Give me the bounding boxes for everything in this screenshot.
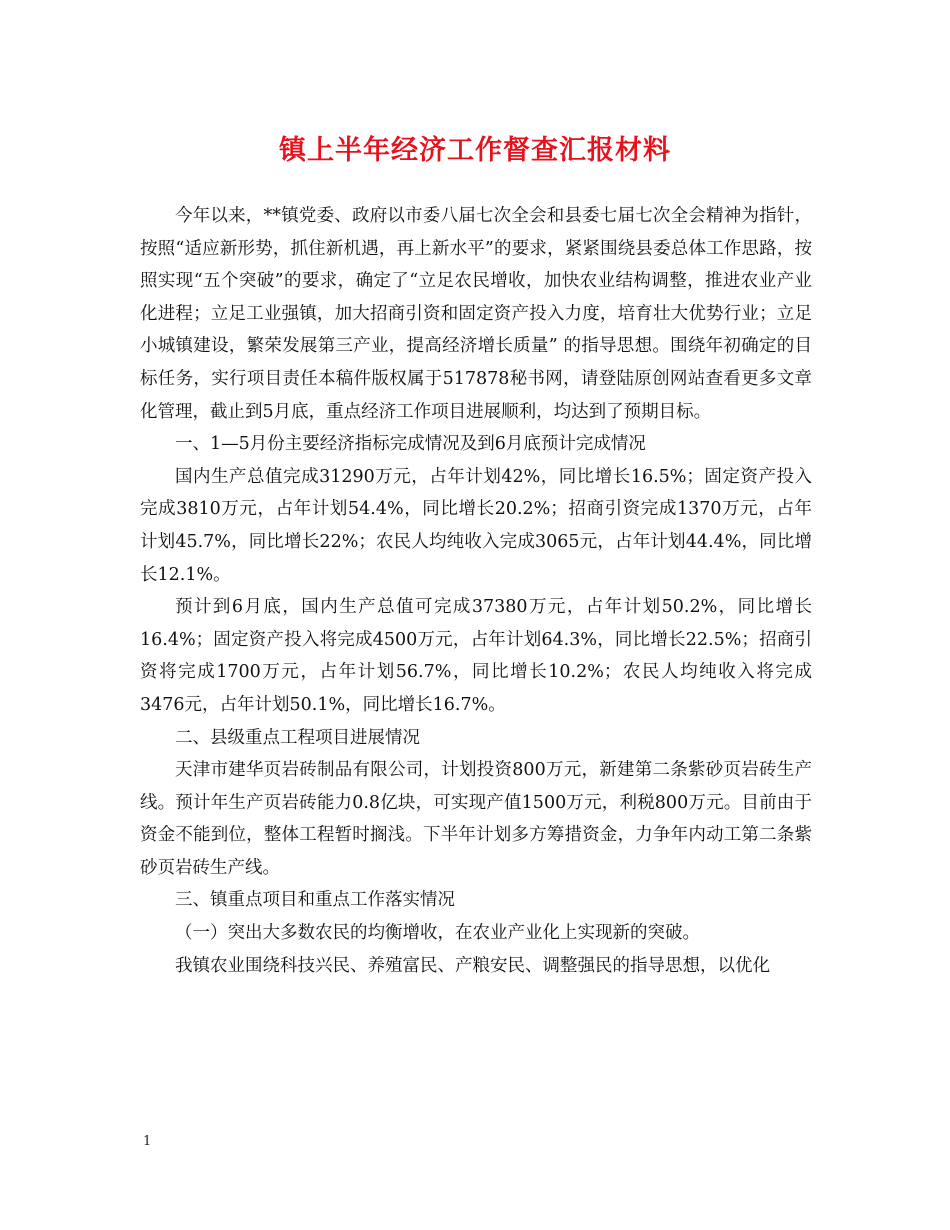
subsection-heading-1: （一）突出大多数农民的均衡增收，在农业产业化上实现新的突破。 <box>175 923 700 944</box>
section-heading-1: 一、1—5月份主要经济指标完成情况及到6月底预计完成情况 <box>175 434 646 455</box>
paragraph-indicators-completed: 国内生产总值完成31290万元，占年计划42%，同比增长16.5%；固定资产投入完成3810万元，占年计划54.4%，同比增长20.2%；招商引资完成1370万元，占年计划45.7%，同比增长22%；农民人均纯收入完成3065元，占年计划44.4%，同比增长12.1%。 <box>140 466 812 585</box>
section-heading-3: 三、镇重点项目和重点工作落实情况 <box>175 890 455 911</box>
document-title: 镇上半年经济工作督查汇报材料 <box>279 135 671 166</box>
paragraph-indicators-forecast: 预计到6月底，国内生产总值可完成37380万元，占年计划50.2%，同比增长16.4%；固定资产投入将完成4500万元，占年计划64.3%，同比增长22.5%；招商引资将完成1700万元，占年计划56.7%，同比增长10.2%；农民人均纯收入将完成3476元，占年计划50.1%，同比增长16.7%。 <box>140 597 812 715</box>
section-heading-2: 二、县级重点工程项目进展情况 <box>175 727 420 748</box>
page-number: 1 <box>143 1134 152 1149</box>
paragraph-county-project: 天津市建华页岩砖制品有限公司，计划投资800万元，新建第二条紫砂页岩砖生产线。预计年生产页岩砖能力0.8亿块，可实现产值1500万元，利税800万元。目前由于资金不能到位，整体工程暂时搁浅。下半年计划多方筹措资金，力争年内动工第二条紫砂页岩砖生产线。 <box>140 760 812 878</box>
paragraph-intro: 今年以来，**镇党委、政府以市委八届七次全会和县委七届七次全会精神为指针，按照“适应新形势，抓住新机遇，再上新水平”的要求，紧紧围绕县委总体工作思路，按照实现“五个突破”的要求，确定了“立足农民增收，加快农业结构调整，推进农业产业化进程；立足工业强镇，加大招商引资和固定资产投入力度，培育壮大优势行业；立足小城镇建设，繁荣发展第三产业，提高经济增长质量” 的指导思想。围绕年初确定的目标任务，实行项目责任本稿件版权属于517878秘书网，请登陆原创网站查看更多文章化管理，截止到5月底，重点经济工作项目进展顺利，均达到了预期目标。 <box>140 206 812 422</box>
paragraph-agriculture: 我镇农业围绕科技兴民、养殖富民、产粮安民、调整强民的指导思想，以优化 <box>175 955 770 976</box>
document-body <box>140 200 812 982</box>
